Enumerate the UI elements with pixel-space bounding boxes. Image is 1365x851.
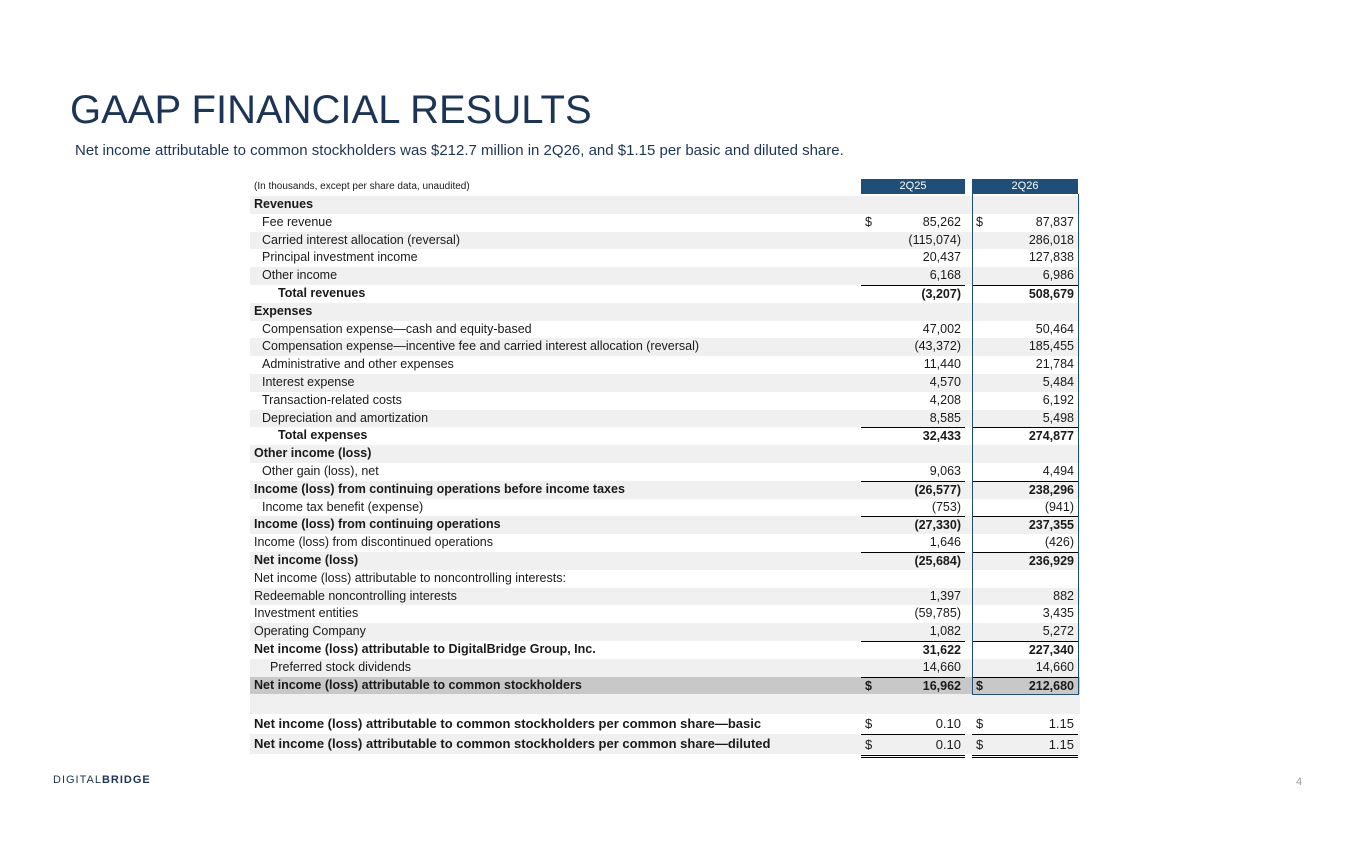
value-2q25: 9,063: [929, 463, 961, 478]
table-row: [250, 356, 1080, 374]
value-2q25: 1,082: [929, 624, 961, 639]
value-2q26: (941): [1044, 499, 1074, 514]
value-2q26: 286,018: [1028, 232, 1074, 247]
value-2q25: 32,433: [922, 429, 961, 444]
table-row: [250, 516, 1080, 534]
row-label: Income (loss) from continuing operations: [254, 517, 501, 532]
value-2q25: 4,570: [929, 374, 961, 389]
value-2q26: 5,498: [1042, 410, 1074, 425]
row-label: Other income (loss): [254, 446, 372, 461]
row-label: Total expenses: [278, 428, 368, 443]
table-row-highlight: [250, 677, 1080, 695]
value-2q25: 11,440: [923, 357, 961, 372]
column-header-2q25: 2Q25: [861, 179, 965, 194]
row-label: Carried interest allocation (reversal): [262, 232, 460, 247]
page-title: GAAP FINANCIAL RESULTS: [70, 88, 592, 132]
value-2q25: (26,577): [914, 482, 961, 497]
row-label: Net income (loss) attributable to common stockholders per common share—diluted: [254, 736, 771, 752]
table-row: [250, 285, 1080, 303]
value-2q25: 1,397: [929, 588, 961, 603]
logo-word-bridge: BRIDGE: [101, 774, 151, 786]
row-label: Principal investment income: [262, 250, 418, 265]
income-statement-table: [250, 178, 1080, 754]
table-row: [250, 641, 1080, 659]
value-2q25: 20,437: [922, 250, 961, 265]
page-number: 4: [1296, 776, 1303, 788]
row-label: Net income (loss): [254, 552, 359, 567]
value-2q26: 127,838: [1028, 250, 1074, 265]
value-2q26: 236,929: [1028, 553, 1074, 568]
table-row: [250, 303, 1080, 321]
table-row: [250, 623, 1080, 641]
currency-symbol: $: [865, 678, 872, 693]
table-row: [250, 499, 1080, 517]
value-2q25: (3,207): [921, 286, 961, 301]
page-subtitle: Net income attributable to common stockholders was $212.7 million in 2Q26, and $1.15 per basic and diluted share.: [75, 142, 844, 159]
row-label: Net income (loss) attributable to noncontrolling interests:: [254, 570, 566, 585]
table-note: (In thousands, except per share data, unaudited): [254, 181, 470, 192]
value-2q25: 31,622: [922, 642, 961, 657]
row-label: Net income (loss) attributable to DigitalBridge Group, Inc.: [254, 641, 596, 656]
row-label: Expenses: [254, 303, 313, 318]
table-row: [250, 445, 1080, 463]
table-row: [250, 267, 1080, 285]
table-row: [250, 196, 1080, 214]
currency-symbol: $: [976, 678, 983, 693]
row-label: Compensation expense—cash and equity-based: [262, 321, 532, 336]
value-2q26: 14,660: [1035, 659, 1074, 674]
value-2q26: 238,296: [1028, 482, 1074, 497]
value-2q26: 3,435: [1042, 606, 1074, 621]
table-row: [250, 392, 1080, 410]
value-2q25: 85,262: [922, 214, 961, 229]
value-2q25: (115,074): [908, 232, 961, 247]
value-2q26: 6,192: [1042, 392, 1074, 407]
value-2q26: 237,355: [1028, 518, 1074, 533]
row-label: Redeemable noncontrolling interests: [254, 588, 457, 603]
value-2q25: 6,168: [929, 268, 961, 283]
value-2q25: 8,585: [929, 410, 961, 425]
company-logo: [53, 774, 151, 786]
row-label: Total revenues: [278, 285, 366, 300]
table-row: [250, 570, 1080, 588]
value-2q26: 1.15: [1048, 737, 1074, 753]
row-label: Income (loss) from discontinued operations: [254, 535, 494, 550]
value-2q25: (25,684): [914, 553, 961, 568]
row-label: Net income (loss) attributable to common stockholders per common share—basic: [254, 716, 762, 732]
table-row: [250, 734, 1080, 754]
row-label: Preferred stock dividends: [270, 659, 412, 674]
value-2q25: 14,660: [922, 659, 961, 674]
row-label: Depreciation and amortization: [262, 410, 429, 425]
row-label: Interest expense: [262, 374, 355, 389]
value-2q26: 508,679: [1028, 286, 1074, 301]
currency-symbol: $: [976, 737, 984, 753]
row-label: Administrative and other expenses: [262, 357, 454, 372]
value-2q25: (27,330): [914, 518, 961, 533]
row-label: Net income (loss) attributable to common stockholders: [254, 677, 582, 692]
value-2q26: 21,784: [1035, 357, 1074, 372]
value-2q26: (426): [1044, 535, 1074, 550]
value-2q26: 5,272: [1042, 624, 1074, 639]
logo-word-digital: DIGITAL: [53, 774, 102, 786]
value-2q26: 87,837: [1035, 214, 1074, 229]
row-label: Revenues: [254, 197, 314, 211]
currency-symbol: $: [865, 716, 873, 732]
table-row: [250, 249, 1080, 267]
row-label: Transaction-related costs: [262, 392, 402, 407]
row-label: Other income: [262, 268, 338, 283]
table-row: [250, 232, 1080, 250]
row-label: Fee revenue: [262, 214, 333, 229]
currency-symbol: $: [976, 214, 983, 229]
row-label: Income tax benefit (expense): [262, 499, 424, 514]
table-row: [250, 374, 1080, 392]
table-row: [250, 321, 1080, 339]
value-2q25: (59,785): [914, 606, 961, 621]
spacer-row: [250, 694, 1080, 714]
table-row: [250, 605, 1080, 623]
value-2q26: 274,877: [1028, 429, 1074, 444]
value-2q25: 47,002: [922, 321, 961, 336]
value-2q26: 212,680: [1028, 678, 1074, 693]
row-label: Income (loss) from continuing operations before income taxes: [254, 481, 625, 496]
table-row: [250, 427, 1080, 445]
table-row: [250, 534, 1080, 552]
column-header-2q26: 2Q26: [972, 179, 1078, 194]
value-2q26: 882: [1053, 588, 1074, 603]
currency-symbol: $: [976, 716, 984, 732]
value-2q25: 4,208: [929, 392, 961, 407]
value-2q26: 5,484: [1042, 374, 1074, 389]
value-2q25: 0.10: [935, 737, 961, 753]
table-row: [250, 659, 1080, 677]
value-2q25: 16,962: [922, 678, 961, 693]
table-row: [250, 588, 1080, 606]
row-label: Other gain (loss), net: [262, 463, 379, 478]
value-2q26: 4,494: [1042, 463, 1074, 478]
currency-symbol: $: [865, 214, 872, 229]
table-row: [250, 714, 1080, 734]
table-row: [250, 410, 1080, 428]
table-row: [250, 338, 1080, 356]
value-2q25: 0.10: [935, 716, 961, 732]
row-label: Compensation expense—incentive fee and carried interest allocation (reversal): [262, 339, 700, 354]
table-row: [250, 552, 1080, 570]
value-2q26: 1.15: [1048, 716, 1074, 732]
value-2q26: 227,340: [1028, 642, 1074, 657]
table-row: [250, 214, 1080, 232]
currency-symbol: $: [865, 737, 873, 753]
value-2q26: 185,455: [1028, 339, 1074, 354]
value-2q25: 1,646: [929, 535, 961, 550]
value-2q25: (753): [931, 499, 961, 514]
row-label: Investment entities: [254, 606, 359, 621]
table-row: [250, 463, 1080, 481]
value-2q26: 50,464: [1035, 321, 1074, 336]
table-row: [250, 481, 1080, 499]
table-header-row: [250, 178, 1080, 196]
row-label: Operating Company: [254, 624, 366, 639]
value-2q25: (43,372): [914, 339, 961, 354]
value-2q26: 6,986: [1042, 268, 1074, 283]
